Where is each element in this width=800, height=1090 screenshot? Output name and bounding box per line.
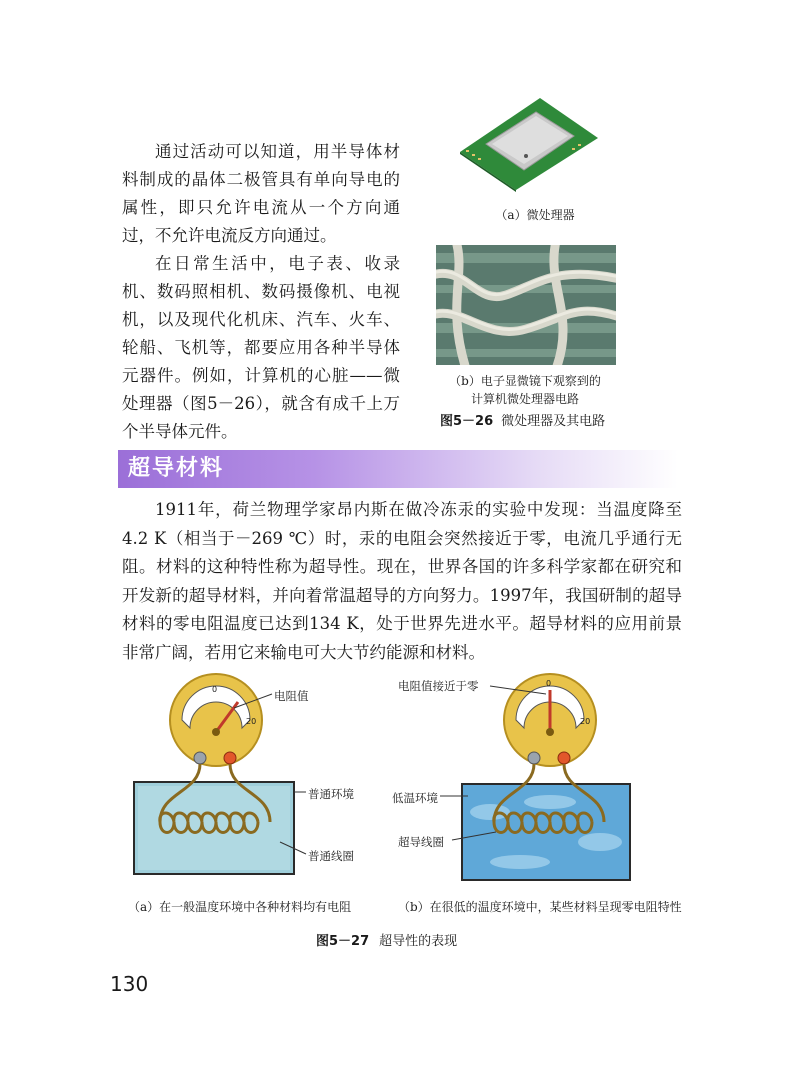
label-resistance-a: 电阻值 (274, 689, 309, 703)
normal-coil-diagram (130, 672, 400, 892)
fig526-caption-b-line2: 计算机微处理器电路 (470, 392, 579, 406)
fig526-title (440, 410, 630, 429)
dial-b-max-label: 20 (580, 717, 591, 726)
fig527-number: 图5－27 (316, 934, 370, 949)
section-title: 超导材料 (128, 456, 225, 481)
intro-paragraph-1: 通过活动可以知道，用半导体材料制成的晶体二极管具有单向导电的属性，即只允许电流从一个方向通过，不允许电流反方向通过。 (122, 142, 400, 245)
fig526-number: 图5－26 (440, 414, 494, 429)
circuit-micrograph (436, 245, 616, 365)
label-resistance-near-zero: 电阻值接近于零 (398, 679, 479, 693)
fig527-title (316, 930, 457, 949)
dial-a-min-label: 0 (212, 685, 218, 694)
label-superconducting-coil: 超导线圈 (398, 835, 444, 849)
intro-paragraph-2: 在日常生活中，电子表、收录机、数码照相机、数码摄像机、电视机，以及现代化机床、汽车、火车、轮船、飞机等，都要应用各种半导体元器件。例如，计算机的心脏——微处理器（图5－26），就含有成千上万个半导体元件。 (122, 254, 400, 441)
page-number: 130 (110, 972, 149, 996)
fig526-caption-a: （a）微处理器 (495, 208, 575, 222)
label-low-temp-environment: 低温环境 (392, 791, 438, 805)
intro-text (122, 138, 400, 446)
dial-a-max-label: 20 (246, 717, 257, 726)
fig526-caption-b-line1: （b）电子显微镜下观察到的 (449, 374, 601, 388)
microprocessor-image (452, 92, 602, 192)
superconducting-coil-diagram (390, 672, 640, 892)
fig526-caption-b (430, 372, 620, 408)
fig526-title-text: 微处理器及其电路 (501, 414, 606, 429)
body-paragraph: 1911年，荷兰物理学家昂内斯在做冷冻汞的实验中发现：当温度降至4.2 K（相当于－269 ℃）时，汞的电阻会突然接近于零，电流几乎通行无阻。材料的这种特性称为超导性。现在，世界各国的许多科学家都在研究和开发新的超导材料，并向着常温超导的方向努力。1997年，我国研制的超导材料的零电阻温度已达到134 K，处于世界先进水平。超导材料的应用前景非常广阔，若用它来输电可大大节约能源和材料。 (122, 500, 682, 662)
fig527-caption-b: （b）在很低的温度环境中，某些材料呈现零电阻特性 (398, 900, 682, 914)
fig527-title-text: 超导性的表现 (379, 934, 458, 949)
label-normal-coil: 普通线圈 (308, 849, 354, 863)
label-normal-environment: 普通环境 (308, 787, 354, 801)
fig527-caption-a: （a）在一般温度环境中各种材料均有电阻 (128, 900, 352, 914)
dial-b-min-label: 0 (546, 679, 552, 688)
